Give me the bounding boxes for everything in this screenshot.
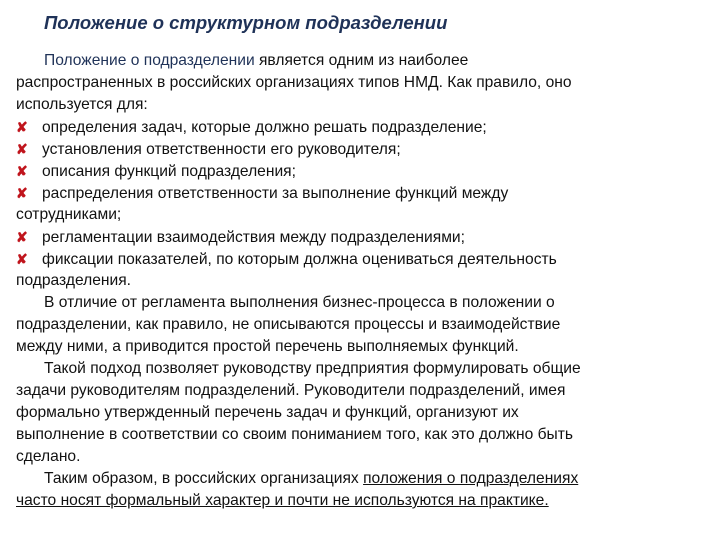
cross-mark-icon: ✘ bbox=[16, 119, 28, 135]
cross-mark-icon: ✘ bbox=[16, 163, 28, 179]
para3-line-1: Такой подход позволяет руководству предприятия формулировать общие bbox=[44, 360, 581, 377]
bullet-item-4 bbox=[16, 182, 706, 204]
para3-line-4: выполнение в соответствии со своим пониманием того, как это должно быть bbox=[16, 426, 573, 443]
bullet-item-3 bbox=[16, 160, 706, 182]
bullet-text: описания функций подразделения; bbox=[42, 163, 296, 180]
para4-line-1 bbox=[16, 468, 706, 490]
para4-line-2: часто носят формальный характер и почти не используются на практике. bbox=[16, 492, 549, 509]
bullet-item-4-continuation: сотрудниками; bbox=[16, 206, 122, 223]
page-title: Положение о структурном подразделении bbox=[44, 12, 448, 33]
bullet-item-1 bbox=[16, 116, 706, 138]
document-body bbox=[16, 50, 706, 512]
cross-mark-icon: ✘ bbox=[16, 141, 28, 157]
para2-line-3: между ними, а приводится простой перечень выполняемых функций. bbox=[16, 338, 519, 355]
intro-line-3: используется для: bbox=[16, 96, 148, 113]
para4-line-1-start: Таким образом, в российских организациях bbox=[44, 470, 364, 487]
intro-line-1 bbox=[16, 50, 706, 72]
intro-line-2: распространенных в российских организациях типов НМД. Как правило, оно bbox=[16, 74, 572, 91]
bullet-text: фиксации показателей, по которым должна оцениваться деятельность bbox=[42, 251, 557, 268]
bullet-item-6 bbox=[16, 248, 706, 270]
cross-mark-icon: ✘ bbox=[16, 229, 28, 245]
lead-term: Положение о подразделении bbox=[44, 52, 255, 69]
intro-line-1-rest: является одним из наиболее bbox=[254, 52, 469, 69]
bullet-item-6-continuation: подразделения. bbox=[16, 272, 131, 289]
para3-line-2: задачи руководителям подразделений. Руководители подразделений, имея bbox=[16, 382, 566, 399]
para3-line-5: сделано. bbox=[16, 448, 81, 465]
para3-line-3: формально утвержденный перечень задач и функций, организуют их bbox=[16, 404, 519, 421]
bullet-item-2 bbox=[16, 138, 706, 160]
para2-line-2: подразделении, как правило, не описываются процессы и взаимодействие bbox=[16, 316, 561, 333]
bullet-text: установления ответственности его руководителя; bbox=[42, 141, 401, 158]
bullet-text: распределения ответственности за выполнение функций между bbox=[42, 185, 509, 202]
bullet-text: определения задач, которые должно решать подразделение; bbox=[42, 119, 487, 136]
cross-mark-icon: ✘ bbox=[16, 185, 28, 201]
para2-line-1: В отличие от регламента выполнения бизнес-процесса в положении о bbox=[44, 294, 555, 311]
para4-underlined-phrase: положения о подразделениях bbox=[363, 470, 579, 487]
cross-mark-icon: ✘ bbox=[16, 251, 28, 267]
bullet-item-5 bbox=[16, 226, 706, 248]
bullet-text: регламентации взаимодействия между подразделениями; bbox=[42, 229, 465, 246]
